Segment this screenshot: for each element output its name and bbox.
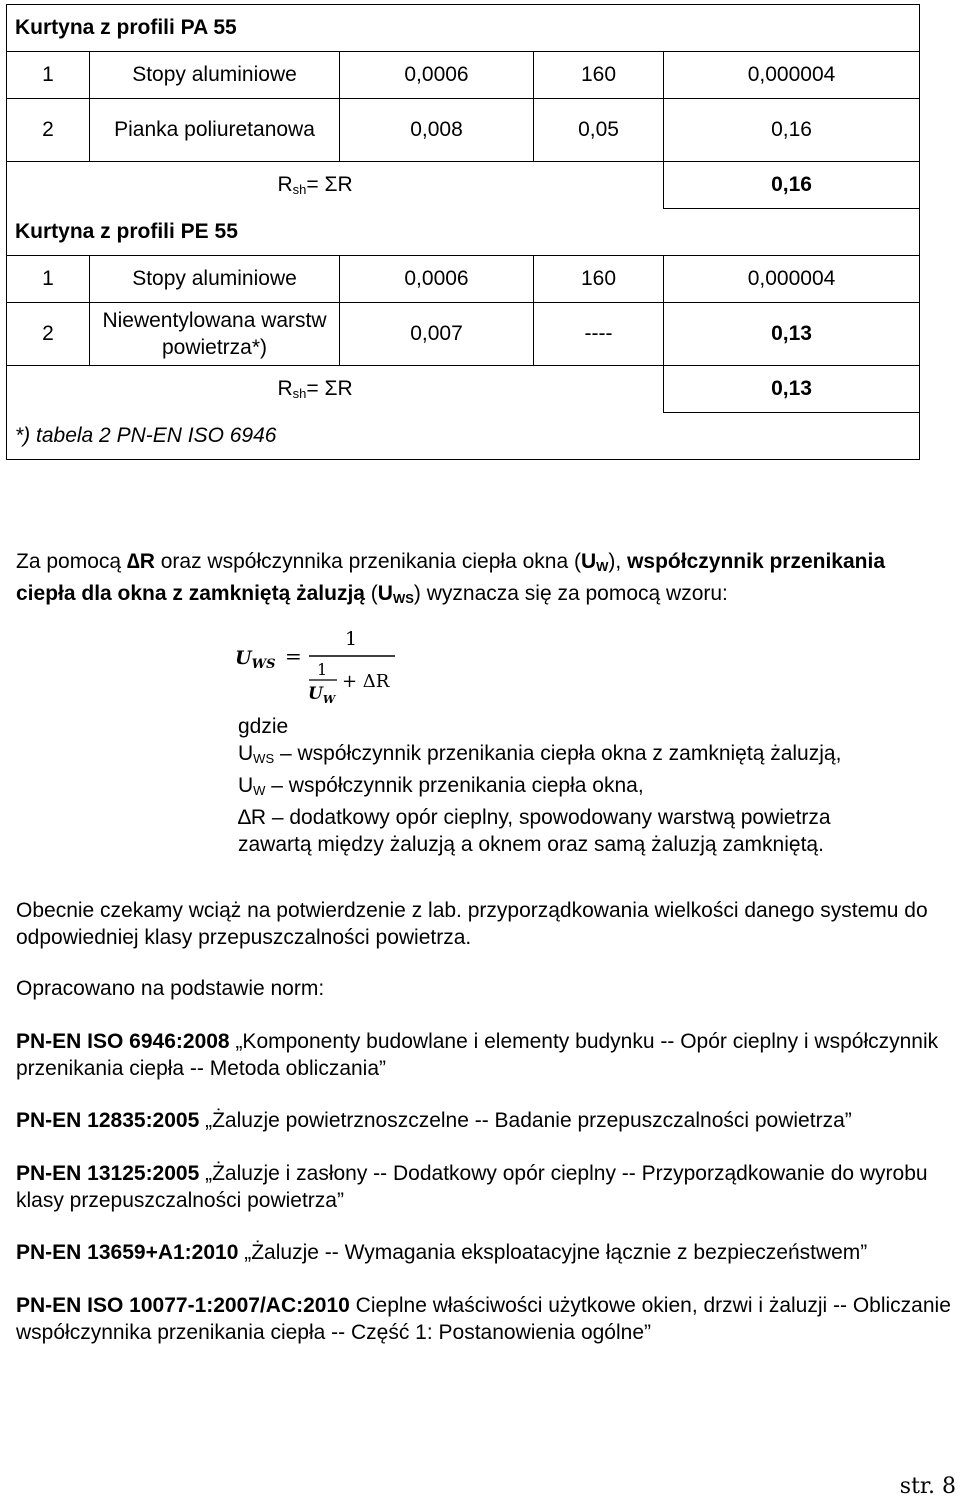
thickness-value: 0,008	[340, 99, 534, 162]
section2-title: Kurtyna z profili PE 55	[7, 209, 920, 256]
thickness-value: 0,0006	[340, 256, 534, 303]
material-name: Stopy aluminiowe	[90, 52, 340, 99]
material-name: Niewentylowana warstw powietrza*)	[90, 303, 340, 366]
definition-uws: $U_{WS}$ – współczynnik przenikania ciepła okna z zamkniętą żaluzją,	[238, 742, 842, 766]
formula-numerator: 1	[345, 628, 358, 650]
sum-label: $R_{sh}= \Sigma R$	[90, 366, 664, 413]
definitions	[238, 713, 938, 858]
sum-row	[7, 366, 920, 413]
thermal-resistance-table	[6, 4, 920, 460]
norm-item: PN-EN ISO 6946:2008 „Komponenty budowlane i elementy budynku -- Opór cieplny i współczynnik przenikania ciepła -- Metoda obliczania”	[16, 1030, 939, 1080]
row-number: 2	[7, 99, 90, 162]
status-paragraph: Obecnie czekamy wciąż na potwierdzenie z lab. przyporządkowania wielkości danego systemu do odpowiedniej klasy przepuszczalności powietrza.	[16, 899, 928, 949]
thickness-value: 0,007	[340, 303, 534, 366]
sum-row	[7, 162, 920, 209]
material-name: Stopy aluminiowe	[90, 256, 340, 303]
section1-title: Kurtyna z profili PA 55	[7, 5, 920, 52]
sum-label: $R_{sh}= \Sigma R$	[90, 162, 664, 209]
sum-value: 0,16	[664, 162, 920, 209]
row-number: 2	[7, 303, 90, 366]
formula-inner-denominator: $U_W$	[308, 684, 336, 706]
definitions-intro: gdzie	[238, 715, 289, 738]
conductivity-value: 0,05	[534, 99, 664, 162]
conductivity-value: ----	[534, 303, 664, 366]
conductivity-value: 160	[534, 256, 664, 303]
resistance-value: 0,16	[664, 99, 920, 162]
table-row	[7, 99, 920, 162]
table-row	[7, 303, 920, 366]
norm-item: PN-EN 13125:2005 „Żaluzje i zasłony -- Dodatkowy opór cieplny -- Przyporządkowanie do wyrobu klasy przepuszczalności powietrza”	[16, 1162, 928, 1212]
definition-delta-r-continued: zawartą między żaluzją a oknem oraz samą żaluzją zamkniętą.	[238, 833, 824, 856]
page-number: str. 8	[899, 1474, 956, 1499]
material-name: Pianka poliuretanowa	[90, 99, 340, 162]
conductivity-value: 160	[534, 52, 664, 99]
definition-delta-r: ∆R – dodatkowy opór cieplny, spowodowany warstwą powietrza	[238, 806, 831, 829]
table-footnote: *) tabela 2 PN-EN ISO 6946	[7, 413, 920, 460]
table-row	[7, 256, 920, 303]
uws-formula	[235, 625, 400, 707]
sum-value: 0,13	[664, 366, 920, 413]
norm-item: PN-EN 13659+A1:2010 „Żaluzje -- Wymagania eksploatacyjne łącznie z bezpieczeństwem”	[16, 1241, 868, 1264]
formula-inner-numerator: 1	[317, 660, 328, 679]
formula-lhs: $U_{WS}$	[235, 647, 276, 672]
formula-plus-delta: + ΔR	[342, 671, 390, 692]
row-number: 1	[7, 256, 90, 303]
norm-item: PN-EN 12835:2005 „Żaluzje powietrznoszczelne -- Badanie przepuszczalności powietrza”	[16, 1109, 852, 1132]
resistance-value: 0,000004	[664, 52, 920, 99]
thickness-value: 0,0006	[340, 52, 534, 99]
row-number: 1	[7, 52, 90, 99]
intro-paragraph: Za pomocą ∆R oraz współczynnika przenikania ciepła okna $(U_W)$, współczynnik przenikania ciepła dla okna z zamkniętą żaluzją $(U_{WS})$ wyznacza się za pomocą wzoru:	[16, 550, 885, 606]
formula-equals: =	[285, 644, 302, 668]
norm-item: PN-EN ISO 10077-1:2007/AC:2010 Cieplne właściwości użytkowe okien, drzwi i żaluzji -- Obliczanie współczynnika przenikania ciepła -- Część 1: Postanowienia ogólne”	[16, 1294, 951, 1344]
definition-uw: $U_W$ – współczynnik przenikania ciepła okna,	[238, 774, 644, 798]
resistance-value: 0,13	[664, 303, 920, 366]
table-row	[7, 52, 920, 99]
resistance-value: 0,000004	[664, 256, 920, 303]
norms-intro: Opracowano na podstawie norm:	[16, 977, 325, 1000]
